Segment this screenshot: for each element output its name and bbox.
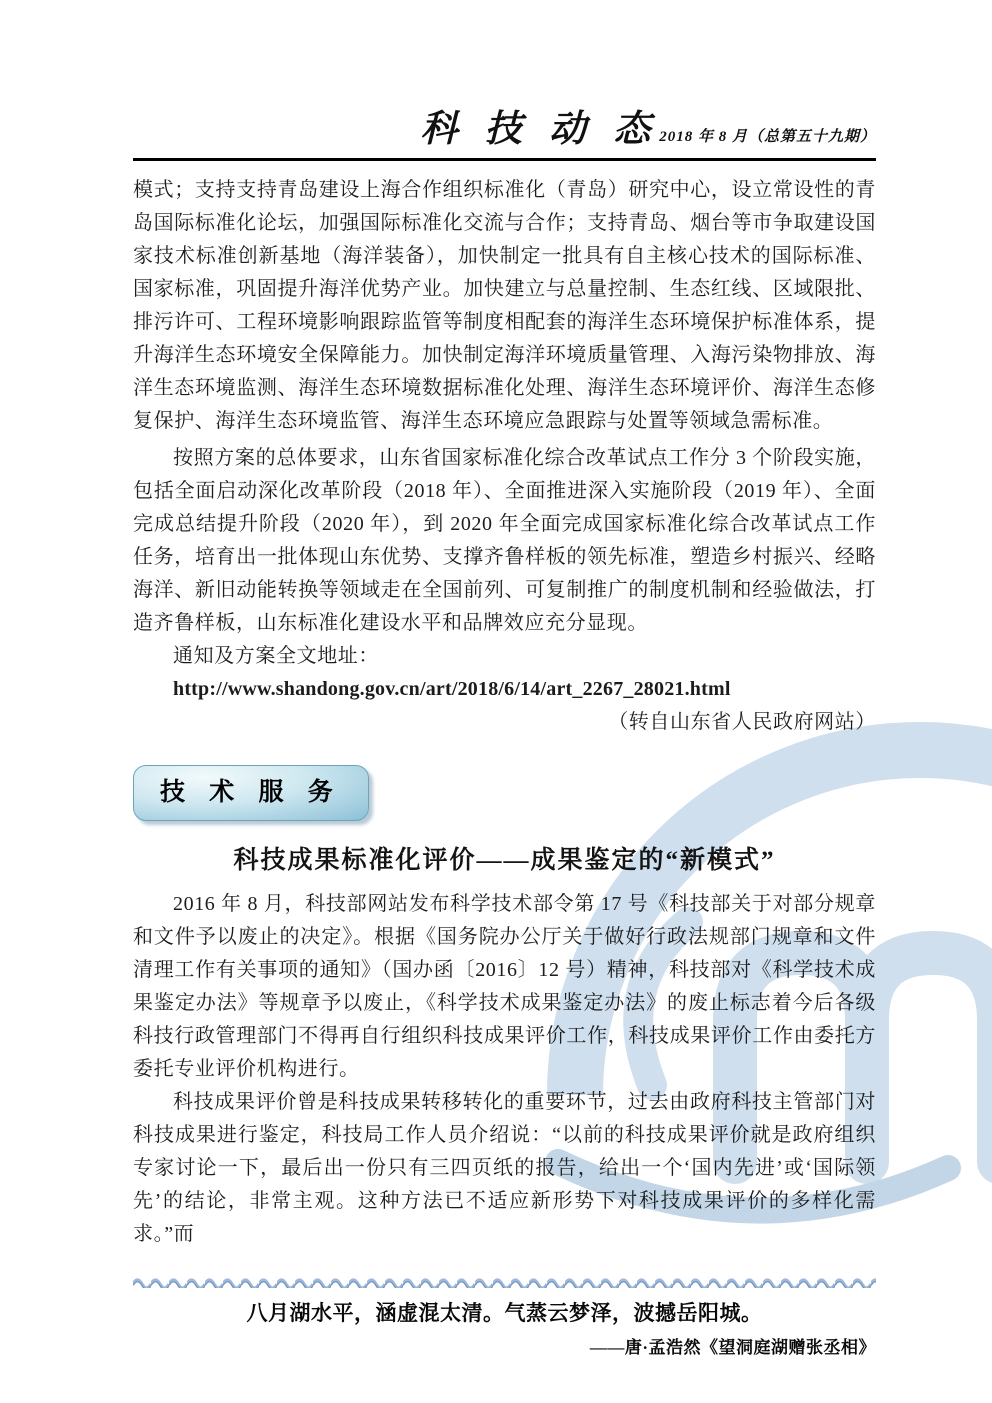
article-url-link[interactable]: http://www.shandong.gov.cn/art/2018/6/14/art_2267_28021.html xyxy=(173,678,731,700)
wave-divider xyxy=(133,1275,876,1288)
section-badge-label: 技 术 服 务 xyxy=(160,779,342,806)
notice-label: 通知及方案全文地址： xyxy=(173,645,379,667)
page-footer xyxy=(133,1275,876,1358)
header-rule xyxy=(133,158,876,161)
publication-title: 科 技 动 态 xyxy=(420,109,660,150)
body-paragraph: 科技成果评价曾是科技成果转移转化的重要环节，过去由政府科技主管部门对科技成果进行鉴定，科技局工作人员介绍说：“以前的科技成果评价就是政府组织专家讨论一下，最后出一份只有三四页纸的报告，给出一个‘国内先进’或‘国际领先’的结论，非常主观。这种方法已不适应新形势下对科技成果评价的多样化需求。”而 xyxy=(133,1091,876,1245)
masthead xyxy=(133,0,876,152)
footer-poem-attribution: ——唐·孟浩然《望洞庭湖赠张丞相》 xyxy=(589,1338,876,1357)
section-badge-technical-services xyxy=(133,765,369,821)
publication-issue: 2018 年 8 月（总第五十九期） xyxy=(659,129,876,145)
body-paragraph: 2016 年 8 月，科技部网站发布科学技术部令第 17 号《科技部关于对部分规章和文件予以废止的决定》。根据《国务院办公厅关于做好行政法规部门规章和文件清理工作有关事项的通知》（国办函〔2016〕12 号）精神，科技部对《科学技术成果鉴定办法》等规章予以废止，《科学技术成果鉴定办法》的废止标志着今后各级科技行政管理部门不得再自行组织科技成果评价工作，科技成果评价工作由委托方委托专业评价机构进行。 xyxy=(133,893,876,1080)
body-paragraph: 按照方案的总体要求，山东省国家标准化综合改革试点工作分 3 个阶段实施，包括全面启动深化改革阶段（2018 年）、全面推进深入实施阶段（2019 年）、全面完成总结提升阶段（2020 年），到 2020 年全面完成国家标准化综合改革试点工作任务，培育出一批体现山东优势、支撑齐鲁样板的领先标准，塑造乡村振兴、经略海洋、新旧动能转换等领域走在全国前列、可复制推广的制度机制和经验做法，打造齐鲁样板，山东标准化建设水平和品牌效应充分显现。 xyxy=(133,447,876,634)
source-attribution: （转自山东省人民政府网站） xyxy=(608,711,876,733)
footer-poem: 八月湖水平，涵虚混太清。气蒸云梦泽，波撼岳阳城。 xyxy=(246,1301,763,1325)
body-paragraph: 模式；支持支持青岛建设上海合作组织标准化（青岛）研究中心，设立常设性的青岛国际标准化论坛，加强国际标准化交流与合作；支持青岛、烟台等市争取建设国家技术标准创新基地（海洋装备），加快制定一批具有自主核心技术的国际标准、国家标准，巩固提升海洋优势产业。加快建立与总量控制、生态红线、区域限批、排污许可、工程环境影响跟踪监管等制度相配套的海洋生态环境保护标准体系，提升海洋生态环境安全保障能力。加快制定海洋环境质量管理、入海污染物排放、海洋生态环境监测、海洋生态环境数据标准化处理、海洋生态环境评价、海洋生态修复保护、海洋生态环境监管、海洋生态环境应急跟踪与处置等领域急需标准。 xyxy=(133,179,876,432)
article-title: 科技成果标准化评价——成果鉴定的“新模式” xyxy=(233,847,776,874)
